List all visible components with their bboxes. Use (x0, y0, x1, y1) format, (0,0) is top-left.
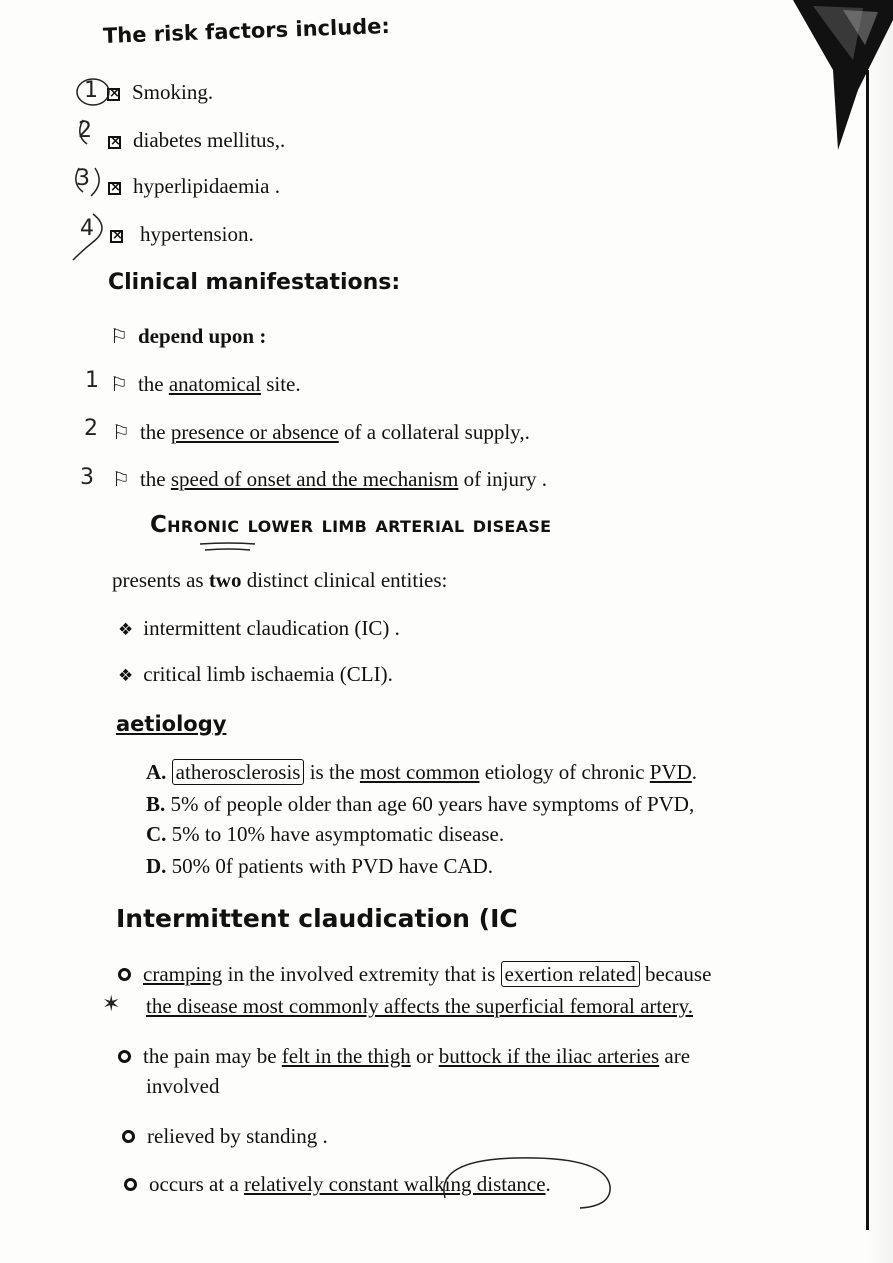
page-edge-line (866, 70, 869, 1230)
item-label: C. (146, 822, 167, 846)
clinical-intro (110, 324, 266, 349)
text: the (139, 420, 171, 444)
underlined-text: PVD (649, 760, 692, 784)
boxed-text: exertion related (501, 961, 640, 987)
clinical-intro-text: depend upon : (137, 324, 267, 348)
handwritten-number: 4 (80, 216, 94, 241)
text: intermittent claudication (143, 616, 355, 640)
handwritten-number: 1 (84, 78, 98, 103)
item-label: D. (146, 854, 167, 878)
diamond-bullet-icon: ❖ (118, 666, 134, 686)
risk-item-text: hypertension. (140, 222, 254, 246)
text: or (410, 1044, 439, 1068)
handwritten-number: 2 (78, 118, 92, 143)
text: the (139, 467, 171, 491)
chronic-item (118, 662, 393, 687)
diamond-bullet-icon: ❖ (118, 620, 134, 640)
handwritten-underline (195, 540, 265, 554)
flag-icon: ⚐ (110, 372, 128, 396)
bold-text: two (208, 568, 242, 592)
handwritten-number: 1 (85, 368, 99, 393)
text: the pain may be (143, 1044, 282, 1068)
text: presents as (112, 568, 209, 592)
handwritten-number: 2 (84, 416, 98, 441)
text: 50% 0f patients with PVD have CAD. (171, 854, 494, 878)
underlined-text: speed of onset and the mechanism (170, 467, 459, 491)
text: . (389, 616, 400, 640)
text: . (545, 1172, 551, 1196)
flag-icon: ⚐ (110, 324, 128, 348)
chronic-item (118, 616, 400, 641)
aetiology-heading: aetiology (116, 712, 227, 736)
aetiology-item-b (146, 792, 694, 817)
ic-point-2-line-2: involved (146, 1074, 220, 1098)
handwritten-star-mark: ✶ (102, 992, 121, 1017)
text: in the involved extremity that is (222, 962, 501, 986)
abbr-text: (CLI) (339, 662, 388, 686)
abbr-text: (IC) (354, 616, 390, 640)
clinical-heading: Clinical manifestations: (108, 270, 401, 295)
clinical-item (80, 465, 547, 492)
handwritten-circles (65, 72, 125, 272)
risk-item-text: hyperlipidaemia . (133, 174, 280, 198)
underlined-text: most common (359, 760, 480, 784)
aetiology-item-c (146, 822, 504, 847)
ic-point-1-line-2 (102, 992, 693, 1019)
risk-item-text: Smoking. (132, 80, 214, 104)
handwritten-ellipse (430, 1150, 620, 1210)
text: 5% to 10% have asymptomatic disease. (171, 822, 505, 846)
text: relieved by standing . (147, 1124, 328, 1148)
underlined-text: cramping (143, 962, 223, 986)
ic-point-1 (118, 962, 711, 987)
chronic-intro (112, 568, 447, 593)
underlined-text: buttock if the iliac arteries (438, 1044, 660, 1068)
ring-bullet-icon (124, 1178, 137, 1191)
text: site. (260, 372, 301, 396)
risk-item-text: diabetes mellitus,. (133, 128, 286, 152)
handwritten-number: 3 (76, 166, 90, 191)
clinical-item (84, 416, 530, 445)
aetiology-item-a (146, 760, 697, 785)
text: is the (309, 760, 360, 784)
risk-item (80, 216, 254, 247)
aetiology-item-d (146, 854, 493, 879)
risk-heading: The risk factors include: (102, 13, 391, 48)
text: distinct clinical entities: (241, 568, 448, 592)
page-edge-shadow (865, 0, 893, 1263)
ic-heading: Intermittent claudication (IC (116, 904, 518, 933)
underlined-text: presence or absence (170, 420, 339, 444)
text: of a collateral supply,. (338, 420, 530, 444)
text: . (691, 760, 698, 784)
underlined-text: anatomical (168, 372, 261, 396)
risk-item (78, 118, 286, 153)
ic-point-3 (122, 1124, 328, 1149)
text: occurs at a (149, 1172, 245, 1196)
underlined-text: the disease most commonly affects the superficial femoral artery. (146, 994, 693, 1018)
text: of injury . (458, 467, 547, 491)
underlined-text: felt in the thigh (281, 1044, 411, 1068)
text: critical limb ischaemia (143, 662, 340, 686)
scanned-corner-fold (753, 0, 893, 170)
text: the (137, 372, 169, 396)
handwritten-number: 3 (80, 465, 94, 490)
item-label: A. (146, 760, 167, 784)
flag-icon: ⚐ (112, 420, 130, 444)
ring-bullet-icon (122, 1130, 135, 1143)
risk-item (76, 166, 280, 199)
risk-item (84, 78, 214, 105)
ic-point-2 (118, 1044, 690, 1069)
text: etiology of chronic (479, 760, 650, 784)
clinical-item (85, 368, 301, 397)
text: because (639, 962, 712, 986)
ring-bullet-icon (118, 1050, 131, 1063)
text: . (387, 662, 393, 686)
chronic-heading: Chronic lower limb arterial disease (150, 512, 552, 538)
flag-icon: ⚐ (112, 467, 130, 491)
item-label: B. (146, 792, 166, 816)
text: 5% of people older than age 60 years have symptoms of PVD, (170, 792, 695, 816)
underlined-text: relatively constant walking distance (244, 1172, 546, 1196)
ring-bullet-icon (118, 968, 131, 981)
text: are (659, 1044, 691, 1068)
boxed-text: atherosclerosis (172, 759, 305, 785)
